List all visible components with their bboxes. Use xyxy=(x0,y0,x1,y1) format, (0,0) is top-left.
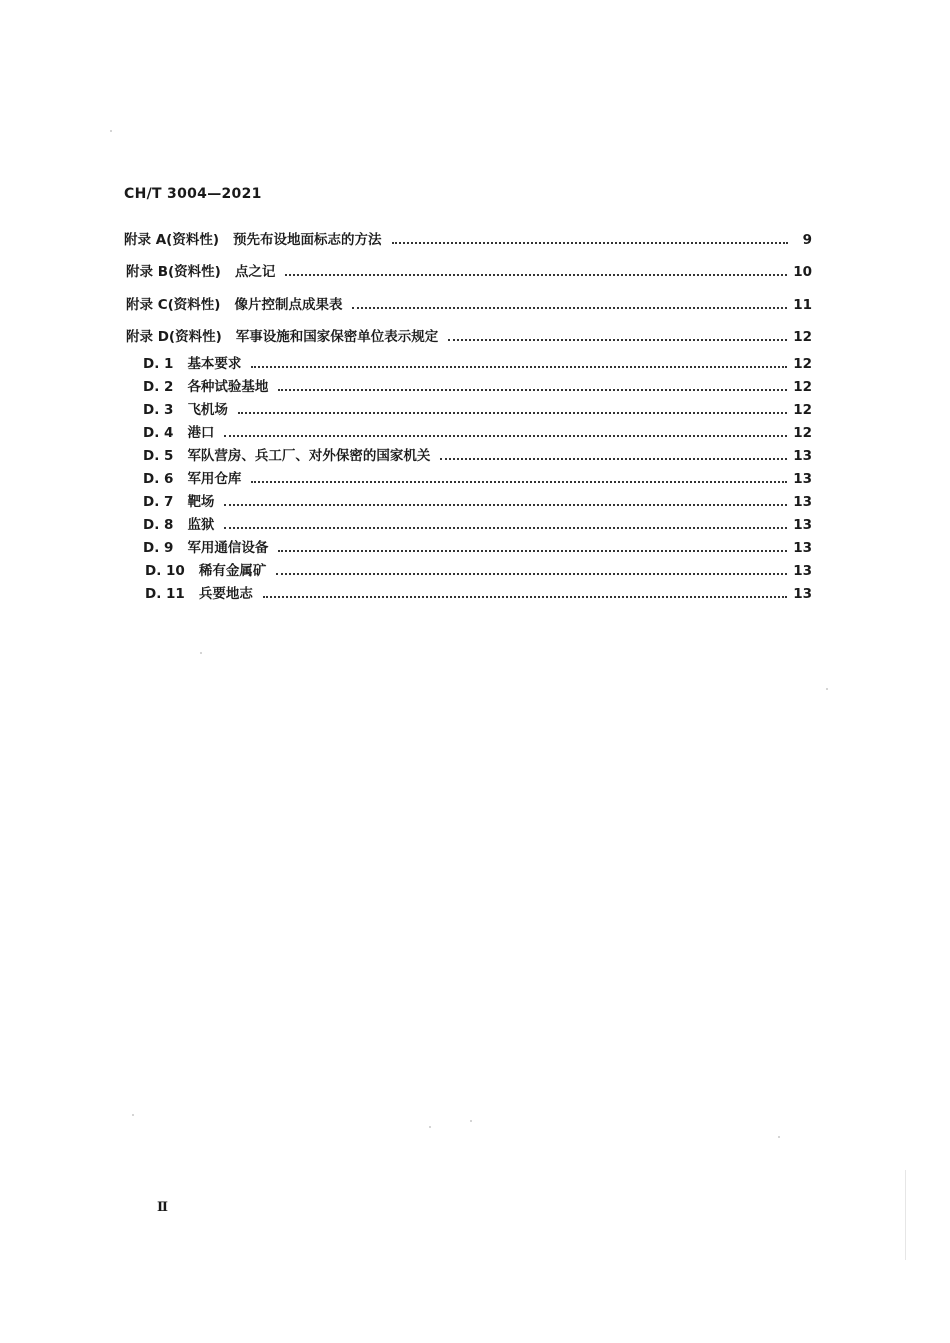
toc-entry-appendix-c[interactable] xyxy=(126,293,812,313)
scan-speck xyxy=(110,130,112,132)
toc-entry-d1[interactable] xyxy=(143,352,812,372)
toc-entry-title: 稀有金属矿 xyxy=(198,563,267,579)
dot-leader xyxy=(278,550,787,552)
dot-leader xyxy=(440,458,787,460)
toc-entry-prefix: D. 6 xyxy=(143,471,174,487)
dot-leader xyxy=(352,307,787,309)
toc-entry-title: 基本要求 xyxy=(187,356,242,372)
toc-entry-prefix: D. 3 xyxy=(143,402,174,418)
toc-entry-prefix: D. 1 xyxy=(143,356,174,372)
toc-entry-title: 飞机场 xyxy=(187,402,228,418)
toc-entry-d5[interactable] xyxy=(143,444,812,464)
scan-speck xyxy=(778,1136,780,1138)
toc-entry-title: 预先布设地面标志的方法 xyxy=(233,232,382,248)
toc-entry-prefix: D. 9 xyxy=(143,540,174,556)
toc-entry-title: 像片控制点成果表 xyxy=(234,297,343,313)
toc-entry-page: 13 xyxy=(793,517,812,533)
toc-entry-d11[interactable] xyxy=(145,582,812,602)
toc-entry-page: 12 xyxy=(793,356,812,372)
dot-leader xyxy=(224,504,787,506)
toc-entry-prefix: D. 11 xyxy=(145,586,185,602)
toc-entry-title: 点之记 xyxy=(234,264,276,280)
document-code: CH/T 3004—2021 xyxy=(124,186,262,202)
toc-entry-d6[interactable] xyxy=(143,467,812,487)
toc-entry-page: 11 xyxy=(793,297,812,313)
toc-entry-d10[interactable] xyxy=(145,559,812,579)
toc-entry-prefix: D. 10 xyxy=(145,563,185,579)
dot-leader xyxy=(285,274,787,276)
toc-entry-page: 9 xyxy=(802,232,812,248)
toc-entry-title: 军用通信设备 xyxy=(187,540,269,556)
toc-entry-title: 军用仓库 xyxy=(187,471,242,487)
dot-leader xyxy=(448,339,787,341)
toc-entry-page: 12 xyxy=(793,425,812,441)
toc-entry-page: 13 xyxy=(793,494,812,510)
toc-entry-prefix: D. 5 xyxy=(143,448,174,464)
toc-entry-prefix: D. 8 xyxy=(143,517,174,533)
toc-entry-page: 13 xyxy=(793,448,812,464)
toc-entry-d9[interactable] xyxy=(143,536,812,556)
toc-entry-title: 监狱 xyxy=(187,517,215,533)
toc-entry-page: 13 xyxy=(793,563,812,579)
dot-leader xyxy=(224,435,787,437)
toc-entry-page: 13 xyxy=(793,586,812,602)
toc-entry-prefix: 附录 D(资料性) xyxy=(126,329,222,345)
toc-entry-page: 13 xyxy=(793,471,812,487)
toc-entry-d3[interactable] xyxy=(143,398,812,418)
toc-entry-prefix: D. 2 xyxy=(143,379,174,395)
dot-leader xyxy=(276,573,787,575)
dot-leader xyxy=(278,389,787,391)
toc-entry-d2[interactable] xyxy=(143,375,812,395)
toc-entry-appendix-b[interactable] xyxy=(126,260,812,280)
toc-entry-page: 12 xyxy=(793,329,812,345)
scan-edge-line xyxy=(905,1170,906,1260)
toc-entry-prefix: D. 4 xyxy=(143,425,174,441)
toc-entry-d8[interactable] xyxy=(143,513,812,533)
toc-entry-prefix: D. 7 xyxy=(143,494,174,510)
toc-entry-appendix-a[interactable] xyxy=(124,228,812,248)
toc-entry-prefix: 附录 C(资料性) xyxy=(126,297,221,313)
toc-entry-prefix: 附录 A(资料性) xyxy=(124,232,219,248)
scan-speck xyxy=(826,688,828,690)
dot-leader xyxy=(224,527,787,529)
toc-entry-page: 12 xyxy=(793,379,812,395)
dot-leader xyxy=(251,481,787,483)
toc-entry-title: 港口 xyxy=(187,425,215,441)
toc-entry-d4[interactable] xyxy=(143,421,812,441)
scan-speck xyxy=(200,652,202,654)
dot-leader xyxy=(251,366,787,368)
toc-entry-page: 12 xyxy=(793,402,812,418)
toc-entry-prefix: 附录 B(资料性) xyxy=(126,264,221,280)
toc-entry-title: 靶场 xyxy=(187,494,215,510)
toc-entry-title: 军队营房、兵工厂、对外保密的国家机关 xyxy=(187,448,431,464)
scan-speck xyxy=(429,1126,431,1128)
dot-leader xyxy=(392,242,789,244)
toc-entry-title: 各种试验基地 xyxy=(187,379,269,395)
toc-entry-appendix-d[interactable] xyxy=(126,325,812,345)
toc-entry-page: 10 xyxy=(793,264,812,280)
dot-leader xyxy=(263,596,787,598)
toc-entry-title: 军事设施和国家保密单位表示规定 xyxy=(235,329,439,345)
scan-speck xyxy=(132,1114,134,1116)
toc-entry-page: 13 xyxy=(793,540,812,556)
toc-entry-title: 兵要地志 xyxy=(198,586,253,602)
toc-entry-d7[interactable] xyxy=(143,490,812,510)
page-number: Ⅱ xyxy=(157,1200,168,1215)
scan-speck xyxy=(470,1120,472,1122)
dot-leader xyxy=(238,412,787,414)
